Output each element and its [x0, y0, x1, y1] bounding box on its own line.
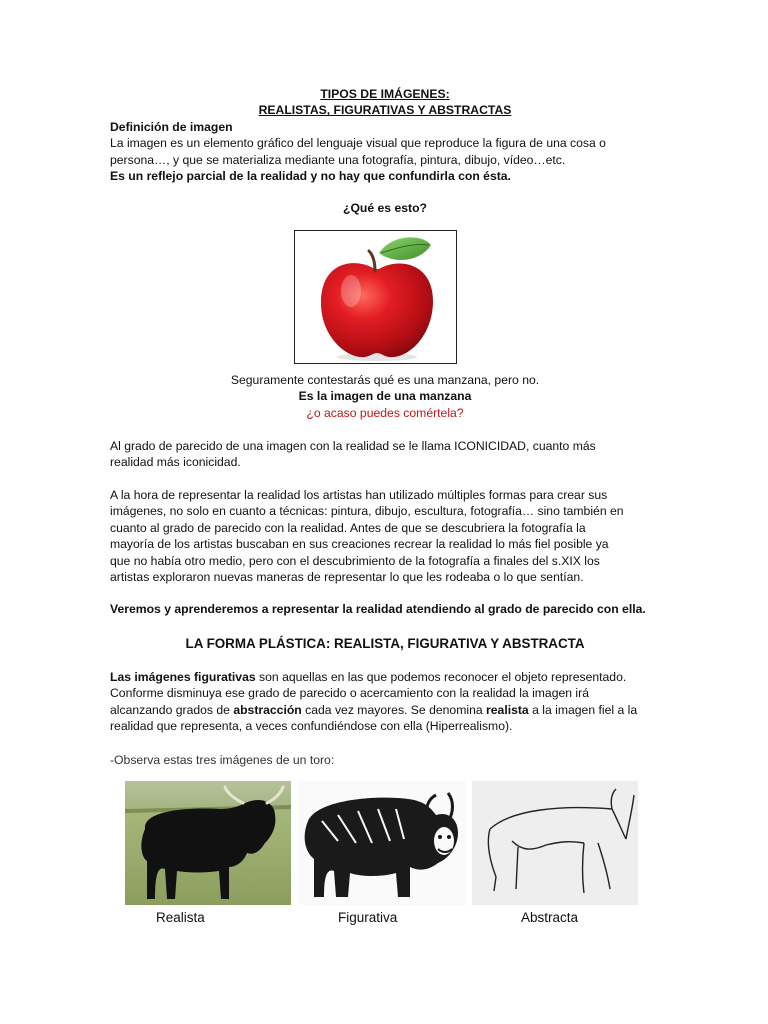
artists-paragraph — [110, 487, 665, 585]
definition-heading: Definición de imagen — [110, 119, 233, 134]
figurative-line-4: realidad que representa, a veces confundiéndose con ella (Hiperrealismo). — [110, 719, 513, 734]
figurative-paragraph — [110, 669, 670, 735]
veremos-paragraph: Veremos y aprenderemos a representar la realidad atendiendo al grado de parecido con ella. — [110, 602, 646, 616]
artists-line-2: imágenes, no solo en cuanto a técnicas: pintura, dibujo, escultura, fotografía… sino también en — [110, 504, 624, 519]
artists-line-6: artistas exploraron nuevas maneras de representar lo que les rodeaba o lo que sentían. — [110, 570, 584, 585]
iconicity-line-2: realidad más iconicidad. — [110, 455, 241, 470]
figurative-rest: son aquellas en las que podemos reconocer el objeto representado. — [255, 670, 627, 684]
artists-line-3: cuanto al grado de parecido con la realidad. Antes de que se descubriera la fotografía la — [110, 520, 586, 535]
definition-text-1: La imagen es un elemento gráfico del lenguaje visual que reproduce la figura de una cosa o — [110, 136, 606, 151]
figurative-l3-c: a la imagen fiel a la — [528, 702, 638, 717]
figurative-line-1 — [110, 669, 670, 685]
caption-realista: Realista — [156, 910, 205, 925]
artists-line-4: mayoría de los artistas buscaban en sus creaciones recrear la realidad lo más fiel posible ya — [110, 537, 609, 552]
figurative-line-2: Conforme disminuya ese grado de parecido o acercamiento con la realidad la imagen irá — [110, 686, 589, 701]
realista-bold: realista — [486, 702, 529, 717]
iconicity-paragraph — [110, 438, 660, 471]
document-body — [110, 86, 660, 217]
figurative-bold: Las imágenes figurativas — [110, 670, 256, 684]
abstraccion-bold: abstracción — [233, 702, 302, 717]
bull-line-icon — [472, 781, 638, 905]
section-title: LA FORMA PLÁSTICA: REALISTA, FIGURATIVA Y ABSTRACTA — [185, 636, 585, 651]
definition-text-2: persona…, y que se materializa mediante una fotografía, pintura, dibujo, vídeo…etc. — [110, 152, 566, 167]
title-line-2: REALISTAS, FIGURATIVAS Y ABSTRACTAS — [258, 103, 512, 118]
figurative-line-3 — [110, 702, 670, 718]
caption-abstracta: Abstracta — [521, 910, 579, 925]
title-line-1: TIPOS DE IMÁGENES: — [320, 87, 450, 101]
bull-drawing-icon — [298, 781, 466, 905]
figurative-l3-b: cada vez mayores. Se denomina — [301, 702, 487, 717]
apple-image — [294, 230, 457, 364]
observe-text: -Observa estas tres imágenes de un toro: — [110, 753, 335, 767]
apple-icon — [295, 231, 456, 363]
definition-bold: Es un reflejo parcial de la realidad y no hay que confundirla con ésta. — [110, 169, 511, 184]
figurative-bull-image — [298, 781, 466, 905]
apple-caption-line-1: Seguramente contestarás qué es una manzana, pero no. — [230, 373, 540, 387]
realistic-bull-image — [125, 781, 291, 905]
abstract-bull-image — [472, 781, 638, 905]
caption-figurativa: Figurativa — [338, 910, 398, 925]
figurative-l3-a: alcanzando grados de — [110, 702, 234, 717]
apple-caption-line-3: ¿o acaso puedes comértela? — [306, 405, 464, 420]
iconicity-line-1: Al grado de parecido de una imagen con la realidad se le llama ICONICIDAD, cuanto más — [110, 439, 596, 453]
artists-line-1: A la hora de representar la realidad los artistas han utilizado múltiples formas para crear sus — [110, 488, 608, 502]
apple-caption-line-2: Es la imagen de una manzana — [298, 389, 472, 404]
artists-line-5: que no había otro medio, pero con el descubrimiento de la fotografía a finales del s.XIX los — [110, 553, 600, 568]
bull-photo-icon — [125, 781, 291, 905]
question: ¿Qué es esto? — [343, 201, 427, 216]
apple-caption — [110, 372, 660, 421]
